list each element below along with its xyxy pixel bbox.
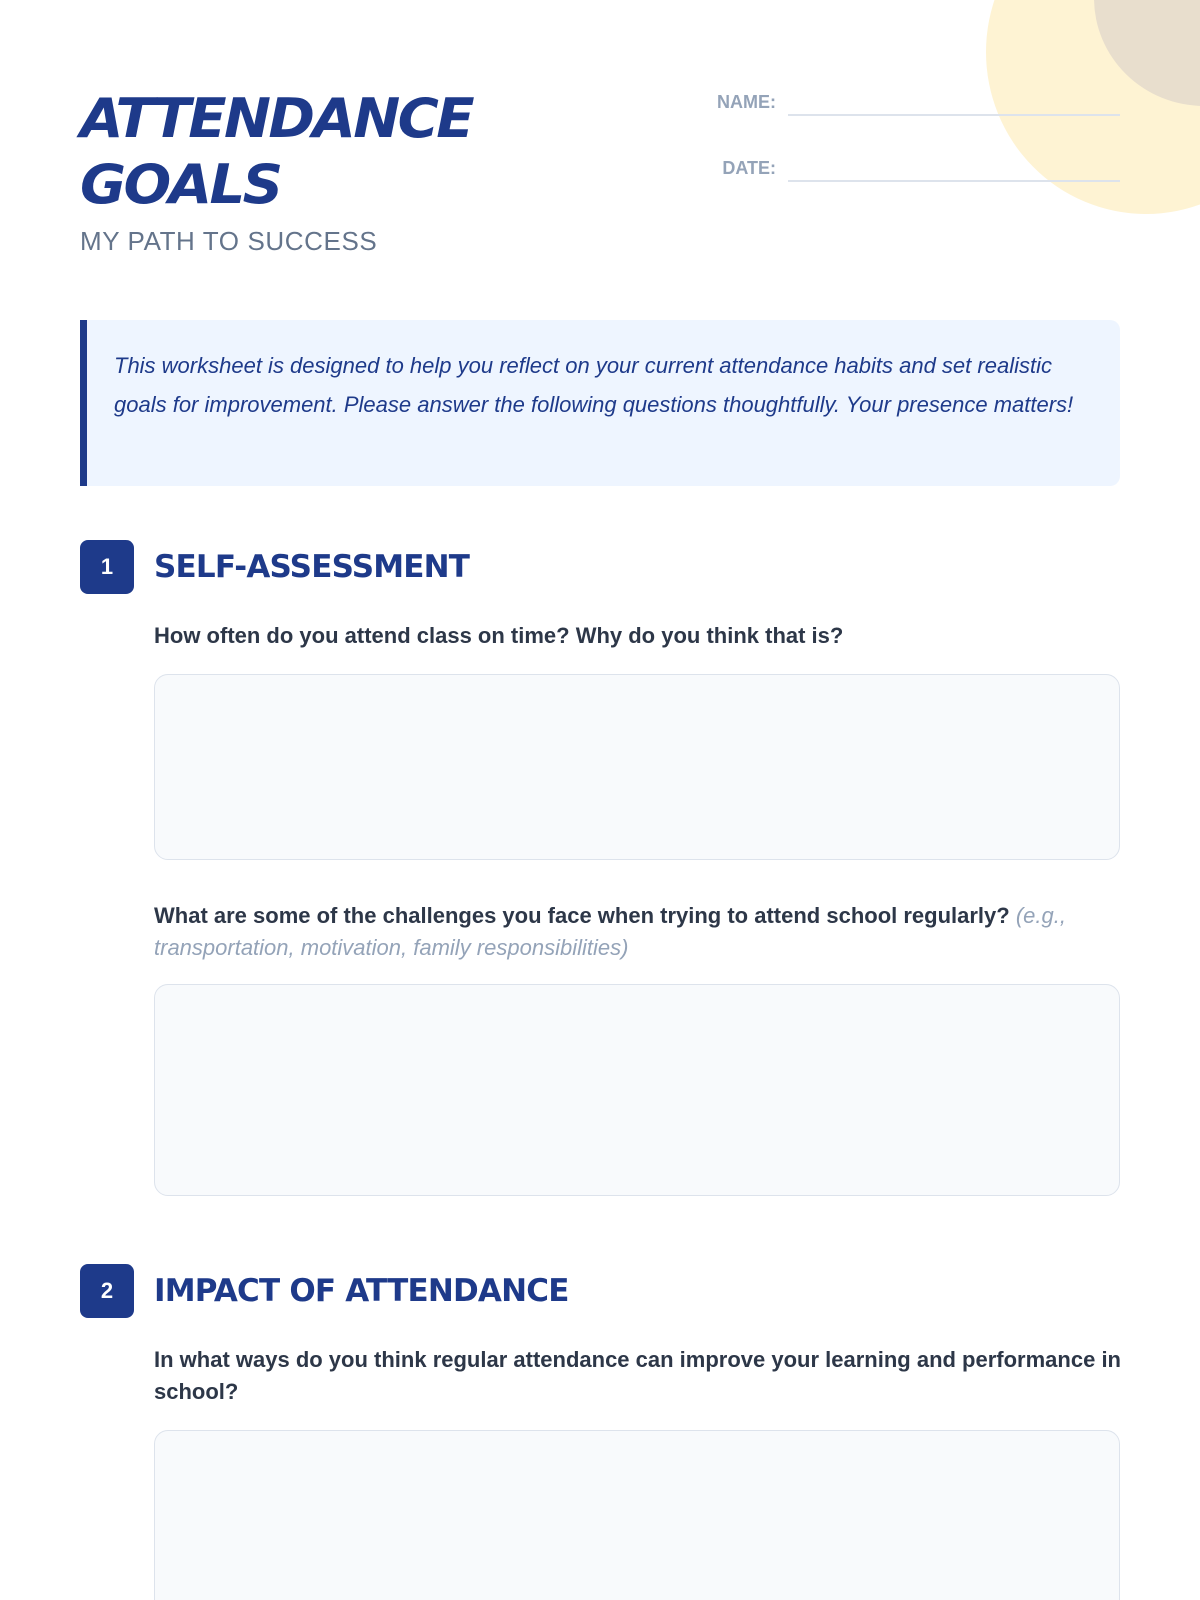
- title-line-2: GOALS: [80, 153, 281, 216]
- date-field-line[interactable]: [788, 180, 1120, 182]
- title-line-1: ATTENDANCE: [80, 87, 473, 150]
- title-block: [80, 86, 473, 256]
- name-label: NAME:: [717, 91, 776, 112]
- section-title: SELF-ASSESSMENT: [154, 549, 470, 585]
- question-text: In what ways do you think regular attendance can improve your learning and performance in school?: [154, 1347, 1121, 1404]
- section-number-badge: 2: [80, 1264, 134, 1318]
- section-title: IMPACT OF ATTENDANCE: [154, 1273, 569, 1309]
- section-header-self-assessment: [80, 540, 469, 594]
- answer-box-2-1[interactable]: [154, 1430, 1120, 1600]
- question-1-2: [154, 900, 1124, 964]
- student-info-fields: [700, 86, 1120, 218]
- date-field-row: [700, 152, 1120, 184]
- intro-callout: [80, 320, 1120, 486]
- intro-text: This worksheet is designed to help you reflect on your current attendance habits and set realistic goals for improvement. Please answer the following questions thoughtfully. Your presence matters!: [114, 353, 1074, 417]
- answer-box-1-1[interactable]: [154, 674, 1120, 860]
- question-2-1: [154, 1344, 1124, 1408]
- question-text: How often do you attend class on time? Why do you think that is?: [154, 623, 844, 648]
- question-hint: (e.g., transportation, motivation, family responsibilities): [154, 903, 1066, 960]
- answer-box-1-2[interactable]: [154, 984, 1120, 1196]
- name-field-line[interactable]: [788, 114, 1120, 116]
- page-subtitle: MY PATH TO SUCCESS: [80, 226, 378, 256]
- section-header-impact-of-attendance: [80, 1264, 569, 1318]
- question-text: What are some of the challenges you face when trying to attend school regularly?: [154, 903, 1010, 928]
- name-field-row: [700, 86, 1120, 118]
- question-1-1: [154, 620, 1124, 652]
- date-label: DATE:: [722, 157, 776, 178]
- section-number-badge: 1: [80, 540, 134, 594]
